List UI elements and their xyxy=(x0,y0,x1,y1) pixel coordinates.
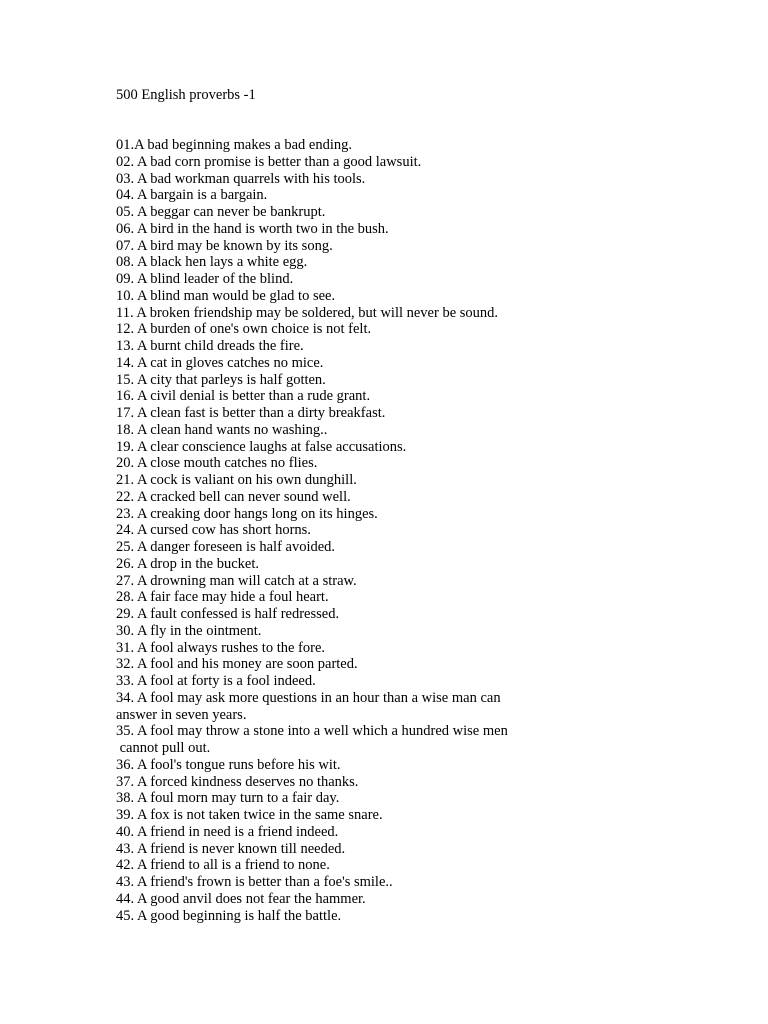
proverb-line: 10. A blind man would be glad to see. xyxy=(116,287,336,304)
proverb-line: 29. A fault confessed is half redressed. xyxy=(116,606,340,622)
proverb-line: 33. A fool at forty is a fool indeed. xyxy=(116,673,316,689)
proverb-line: 11. A broken friendship may be soldered, but will never be sound. xyxy=(116,304,499,321)
proverb-line: 06. A bird in the hand is worth two in the bush. xyxy=(116,220,389,237)
proverb-line: 12. A burden of one's own choice is not felt. xyxy=(116,321,372,338)
proverb-line: 28. A fair face may hide a foul heart. xyxy=(116,589,329,606)
proverb-line: 19. A clear conscience laughs at false accusations. xyxy=(116,438,407,455)
proverb-line: 15. A city that parleys is half gotten. xyxy=(116,371,326,388)
document-title: 500 English proverbs -1 xyxy=(116,87,256,103)
proverb-line: 43. A friend is never known till needed. xyxy=(116,840,346,857)
proverb-line: 16. A civil denial is better than a rude grant. xyxy=(116,388,371,405)
proverb-line: 09. A blind leader of the blind. xyxy=(116,271,294,287)
proverb-line: 03. A bad workman quarrels with his tools. xyxy=(116,170,366,187)
proverb-line: 23. A creaking door hangs long on its hinges. xyxy=(116,505,378,522)
proverb-line: answer in seven years. xyxy=(116,706,247,723)
proverb-line: 13. A burnt child dreads the fire. xyxy=(116,338,304,354)
proverb-line: 40. A friend in need is a friend indeed. xyxy=(116,823,339,840)
proverb-line: 37. A forced kindness deserves no thanks. xyxy=(116,773,359,790)
proverb-line: 20. A close mouth catches no flies. xyxy=(116,455,318,472)
proverb-line: 44. A good anvil does not fear the hammer. xyxy=(116,890,366,907)
proverb-line: 27. A drowning man will catch at a straw. xyxy=(116,572,357,589)
proverb-line: 26. A drop in the bucket. xyxy=(116,555,259,572)
proverb-line: 38. A foul morn may turn to a fair day. xyxy=(116,790,340,807)
proverb-line: 30. A fly in the ointment. xyxy=(116,622,262,639)
proverb-line: 31. A fool always rushes to the fore. xyxy=(116,639,326,656)
proverb-line: 01.A bad beginning makes a bad ending. xyxy=(116,137,352,153)
proverb-line: 34. A fool may ask more questions in an hour than a wise man can xyxy=(116,689,501,706)
proverb-line: 21. A cock is valiant on his own dunghill. xyxy=(116,472,357,488)
proverb-line: 43. A friend's frown is better than a foe's smile.. xyxy=(116,874,393,890)
proverb-list xyxy=(116,137,676,924)
proverb-line: 18. A clean hand wants no washing.. xyxy=(116,421,328,438)
proverb-line: 05. A beggar can never be bankrupt. xyxy=(116,204,326,220)
proverb-line: 22. A cracked bell can never sound well. xyxy=(116,488,351,505)
proverb-line: 14. A cat in gloves catches no mice. xyxy=(116,354,324,371)
proverb-line: 36. A fool's tongue runs before his wit. xyxy=(116,756,341,773)
proverb-line: 02. A bad corn promise is better than a good lawsuit. xyxy=(116,153,422,170)
proverb-line: cannot pull out. xyxy=(116,740,211,756)
proverb-line: 32. A fool and his money are soon parted. xyxy=(116,656,358,673)
proverb-line: 04. A bargain is a bargain. xyxy=(116,187,268,204)
proverb-line: 17. A clean fast is better than a dirty breakfast. xyxy=(116,405,386,421)
proverb-line: 25. A danger foreseen is half avoided. xyxy=(116,539,336,555)
proverb-line: 08. A black hen lays a white egg. xyxy=(116,254,308,271)
proverb-line: 39. A fox is not taken twice in the same snare. xyxy=(116,807,383,823)
proverb-line: 45. A good beginning is half the battle. xyxy=(116,907,342,924)
proverb-line: 07. A bird may be known by its song. xyxy=(116,237,333,254)
proverb-line: 42. A friend to all is a friend to none. xyxy=(116,857,330,874)
proverb-line: 24. A cursed cow has short horns. xyxy=(116,522,311,539)
proverb-line: 35. A fool may throw a stone into a well which a hundred wise men xyxy=(116,723,508,740)
